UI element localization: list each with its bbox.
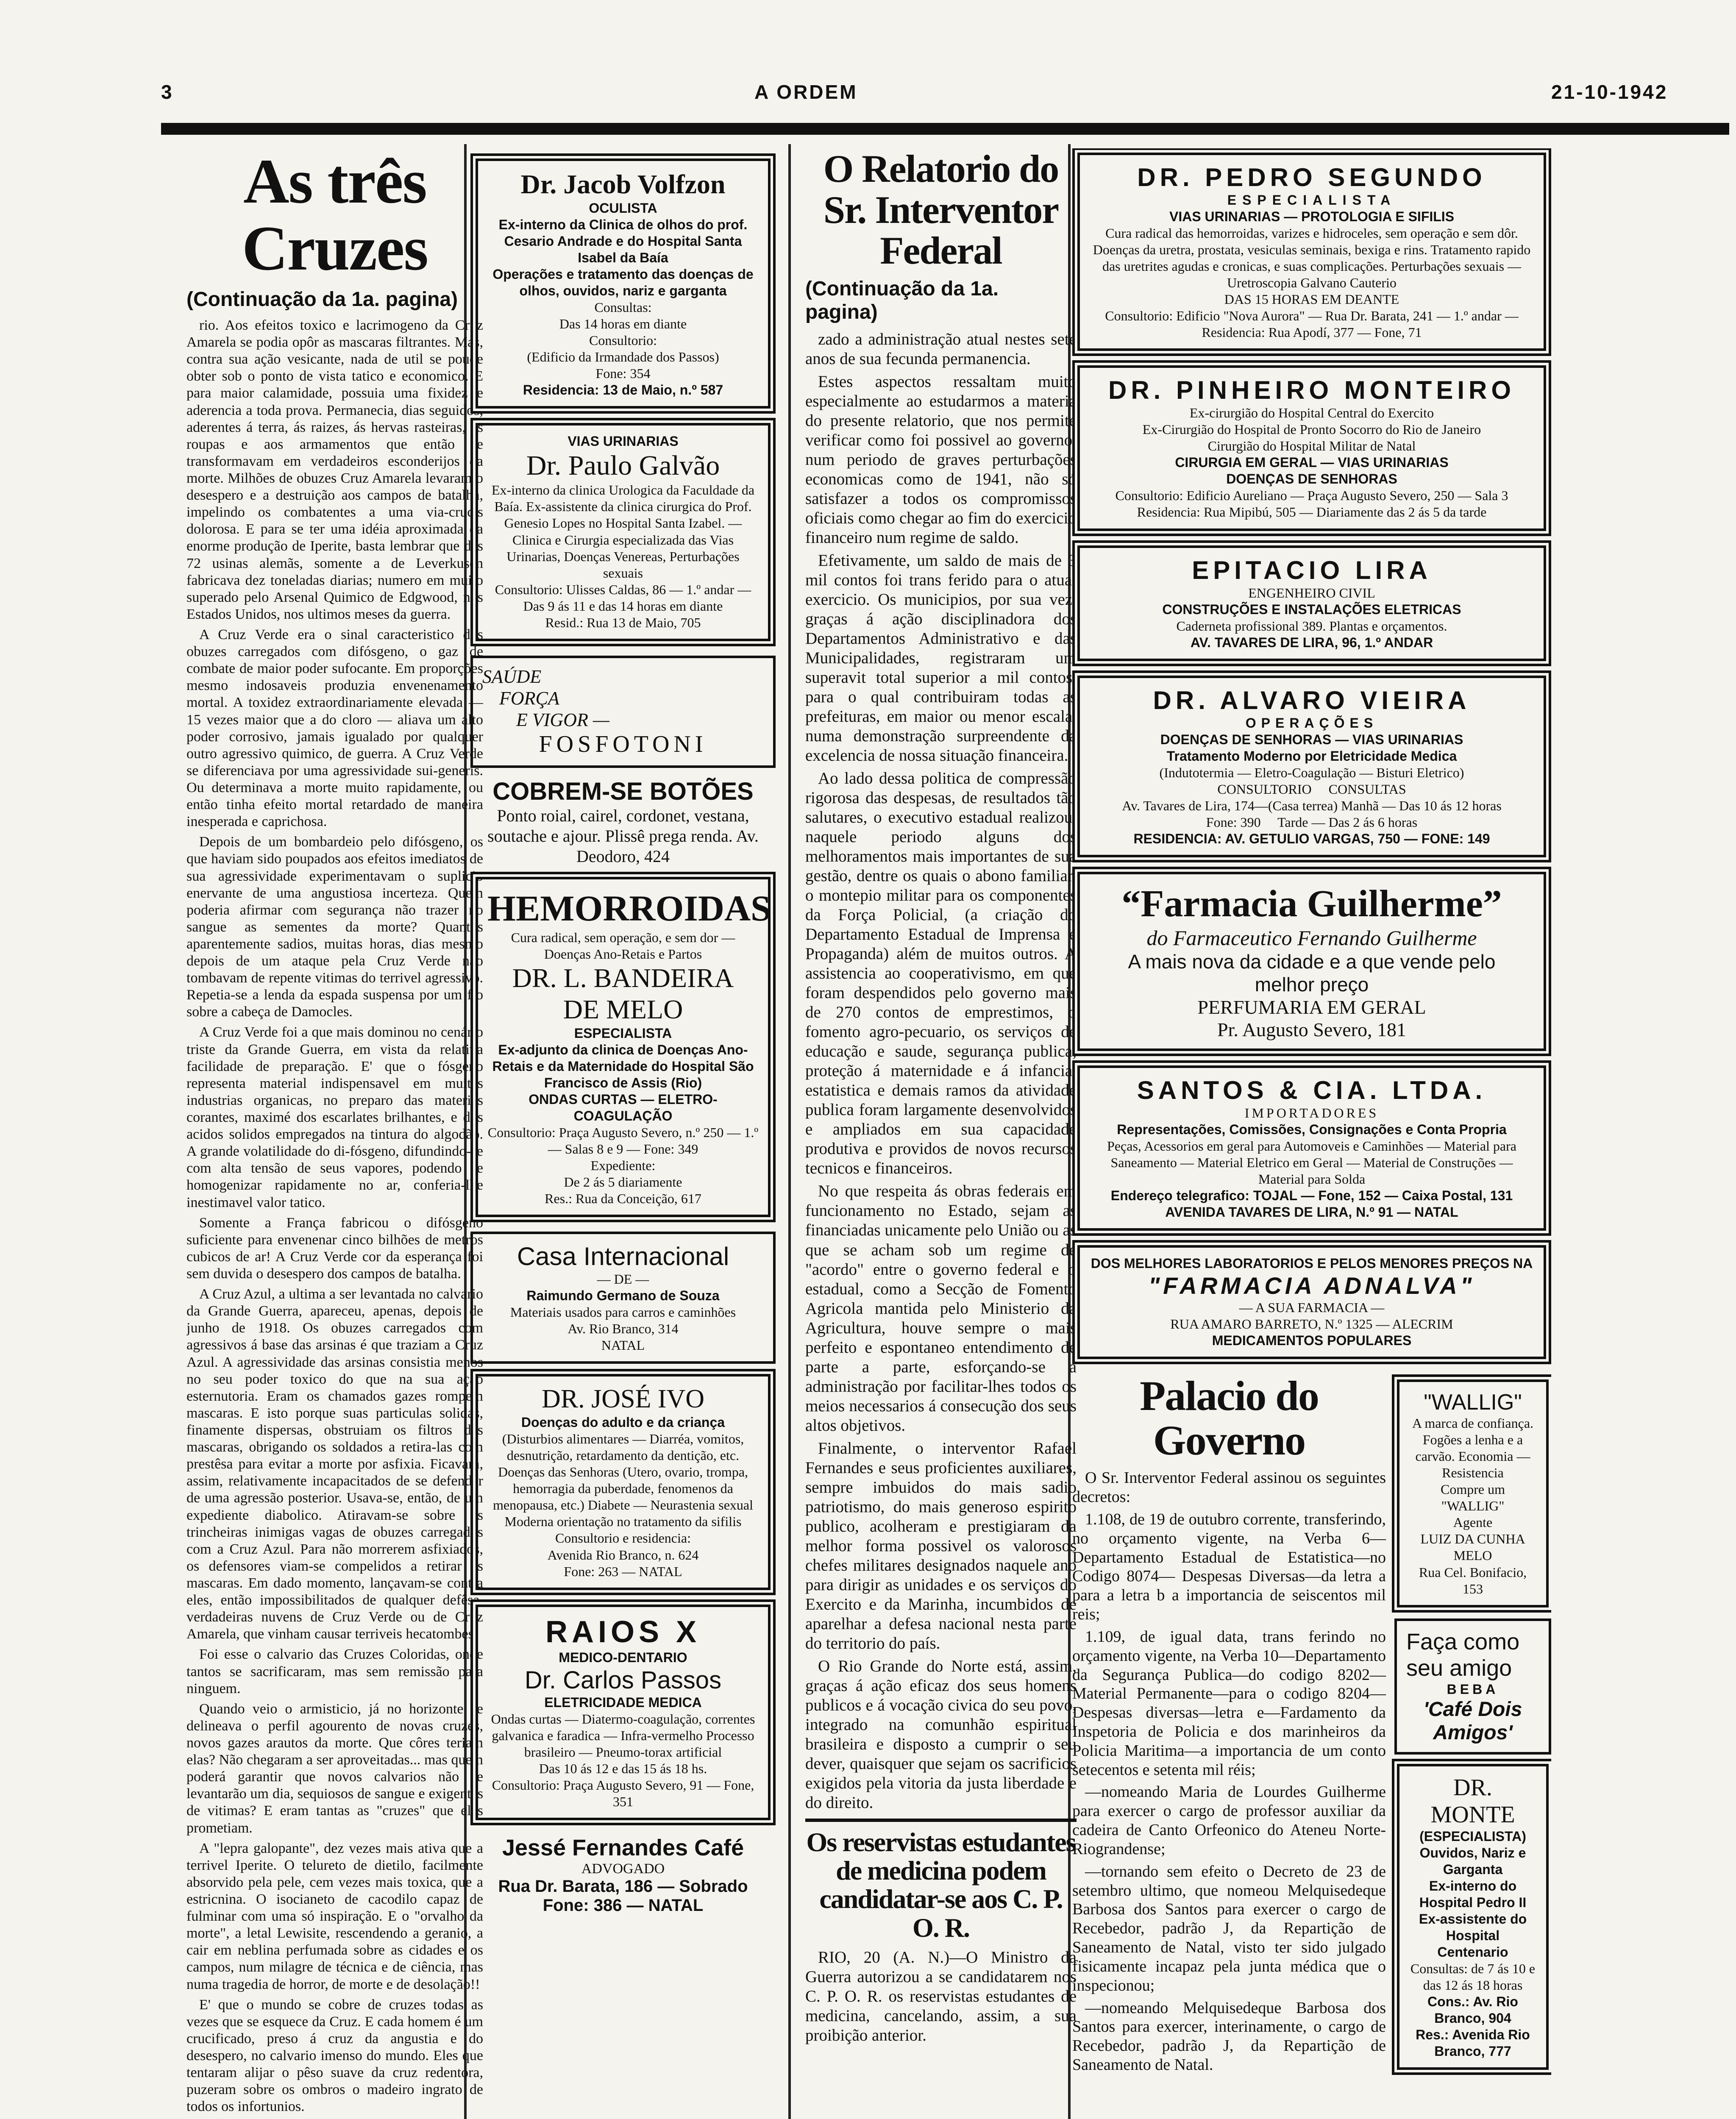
article-body	[186, 317, 483, 2115]
ad-line	[1089, 814, 1534, 831]
ad-jesse-fernandes-cafe	[470, 1835, 776, 1915]
ad-line: OCULISTA	[589, 200, 657, 216]
ad-title: 'Café Dois Amigos'	[1423, 1698, 1522, 1744]
ad-title: DE MELO	[563, 994, 683, 1024]
ad-raios-x	[476, 1605, 771, 1820]
ad-line: Doenças do adulto e da criança	[521, 1415, 725, 1430]
ad-title: Dr. Paulo Galvão	[526, 450, 720, 481]
ad-line: Ex-adjunto da clinica de Doenças Ano-Retais e da Maternidade do Hospital São Francisco de Assis (Rio)	[492, 1042, 754, 1090]
ad-line: Tratamento Moderno por Eletricidade Medica	[1166, 748, 1457, 764]
ad-title: DR. L. BANDEIRA	[512, 962, 734, 993]
ad-line: MEDICO-DENTARIO	[559, 1649, 687, 1665]
article-tres-cruzes	[186, 148, 483, 2119]
ad-dr-jose-ivo	[476, 1374, 771, 1590]
paragraph: No que respeita ás obras federais em funcionamento no Estado, sejam as financiadas unicamente pelo União ou as que se acham sob um regime de "acordo" entre o governo federal e o estadual, como a Secção de Fomento Agricola mantida pelo Ministerio da Agricultura, houve sempre o mais perfeito e espontaneo entendimento de parte a parte, esforçando-se a administração por facilitar-lhes todos os meios necessarios á consecução dos seus altos objetivos.	[805, 1182, 1077, 1435]
ad-line: VIAS URINARIAS	[568, 434, 679, 449]
ad-line: E VIGOR —	[516, 709, 609, 730]
ad-line: Consultorio e residencia:	[555, 1530, 691, 1546]
ad-line: — DE —	[597, 1271, 649, 1287]
ad-line: Cura radical das hemorroidas, varizes e hidroceles, sem operação e sem dôr. Doenças da uretra, prostata, vesiculas seminais, bexiga e rins. Tratamento rapido das uretrites agudas e cronicas, e suas complicações. Perturbações sexuais — Uretroscopia Galvano Cauterio	[1093, 225, 1531, 291]
ad-line: Raimundo Germano de Souza	[526, 1288, 720, 1304]
ad-line: (Indutotermia — Eletro-Coagulação — Bisturi Eletrico)	[1159, 765, 1464, 780]
ad-line: Res.: Avenida Rio Branco, 777	[1416, 2027, 1530, 2059]
article-headline: Palacio do Governo	[1140, 1372, 1319, 1464]
column-rule	[788, 144, 791, 2119]
paragraph: O Rio Grande do Norte está, assim, graças á ação eficaz dos seus homens publicos e á vocação civica do seu povo, integrado na comunhão espiritual brasileira e disposto a cumprir o seu dever, quaisquer que sejam os sacrificios exigidos pela vitoria da justa liberdade e do direito.	[805, 1657, 1077, 1812]
ad-line: Fone: 354	[595, 366, 651, 381]
ad-dr-jacob-volfzon	[476, 159, 771, 409]
newspaper-name: A ORDEM	[754, 81, 858, 103]
ad-line: Ponto roial, cairel, cordonet, vestana, soutache e ajour. Plissê prega renda. Av. Deodoro, 424	[487, 806, 759, 866]
ad-line: Expediente:	[590, 1158, 656, 1173]
ad-line: AVENIDA TAVARES DE LIRA, N.º 91 — NATAL	[1165, 1204, 1458, 1220]
ad-dr-pinheiro-monteiro	[1077, 365, 1546, 531]
ad-line-part: CONSULTORIO	[1217, 781, 1312, 797]
ad-line: CONSTRUÇÕES E INSTALAÇÕES ELETRICAS	[1162, 601, 1461, 617]
paragraph: zado a administração atual nestes sete anos de sua fecunda permanencia.	[805, 330, 1077, 368]
ad-line: Consultorio: Edificio "Nova Aurora" — Rua Dr. Barata, 241 — 1.º andar — Residencia: Rua Apodí, 377 — Fone, 71	[1105, 308, 1519, 340]
ad-title: Dr. Jacob Volfzon	[520, 169, 726, 199]
article-headline: As três Cruzes	[242, 148, 428, 284]
ad-line: Ondas curtas — Diatermo-coagulação, correntes galvanica e faradica — Infra-vermelho Processo brasileiro — Pneumo-torax artificial	[491, 1711, 755, 1760]
ad-line: De 2 ás 5 diariamente	[564, 1174, 682, 1190]
ad-line: ADVOGADO	[581, 1860, 665, 1877]
ad-line: OPERAÇÕES	[1245, 715, 1378, 731]
paragraph: —tornando sem efeito o Decreto de 23 de setembro ultimo, que nomeou Melquisedeque Barbosa dos Santos para exercer o cargo de Recebedor, padrão J, da Repartição de Saneamento de Natal, visto ter sido julgado fisicamente incapaz pela junta médica que o inspecionou;	[1072, 1862, 1386, 1994]
ad-line: Consultorio: Ulisses Caldas, 86 — 1.º andar — Das 9 ás 11 e das 14 horas em diante	[495, 581, 751, 614]
ad-line: Representações, Comissões, Consignações e Conta Propria	[1117, 1121, 1507, 1137]
ad-title: HEMORROIDAS	[487, 887, 771, 929]
ad-title: DR. JOSÉ IVO	[541, 1385, 705, 1414]
ad-line: ELETRICIDADE MEDICA	[544, 1694, 702, 1710]
ad-line: Consultas:	[594, 300, 652, 315]
page-header	[161, 76, 1729, 114]
ad-line: NATAL	[601, 1338, 645, 1353]
ad-title: DR. MONTE	[1430, 1774, 1515, 1828]
ad-line: Das 10 ás 12 e das 15 ás 18 hs.	[539, 1760, 707, 1776]
paragraph: Estes aspectos ressaltam muito especialmente ao estudarmos a materia do presente relatorio, que nos permite verificar como foi possivel ao governo, num periodo de graves perturbações economicas como de 1941, não só satisfazer a todos os compromissos oficiais como chegar ao fim do exercicio financeiro num regime de saldo.	[805, 372, 1077, 547]
paragraph: A "lepra galopante", dez vezes mais ativa que a terrivel Iperite. O telureto de dietilo, facilmente absorvido pela pele, cem vezes mais toxica, que a estricnina. O isocianeto de cacodilo capaz de fulminar com uma só inspiração. E o "orvalho da morte", a letal Lewisite, rescendendo a geranio, a cair em neblina perfumada sobre as cidades e os campos, num milagre de técnica e de ciência, mas numa tragedia de horror, de morte e de desolação!!	[186, 1840, 483, 1992]
paragraph: —nomeando Maria de Lourdes Guilherme para exercer o cargo de professor auxiliar da cadeira de Canto Orfeonico do Ateneu Norte-Riograndense;	[1072, 1783, 1386, 1858]
ad-line: Caderneta profissional 389. Plantas e orçamentos.	[1176, 618, 1447, 634]
ad-dr-monte	[1397, 1764, 1549, 2070]
article-headline-reservistas: Os reservistas estudantes de medicina podem candidatar-se aos C. P. O. R.	[806, 1827, 1076, 1943]
ad-line: A mais nova da cidade e a que vende pelo	[1128, 950, 1496, 973]
ad-line: do Farmaceutico Fernando Guilherme	[1146, 926, 1477, 950]
paragraph: 1.109, de igual data, trans ferindo no orçamento vigente, na Verba 10—Departamento da Segurança Publica—do codigo 8202—Material Permanente—para o codigo 8204—Despesas diversas—letra e—Fardamento da Inspetoria de Policia e dos marinheiros da Policia Maritima—a importancia de um conto setecentos e setenta mil réis;	[1072, 1627, 1386, 1779]
ad-fosfotoni	[470, 656, 776, 768]
paragraph: Somente a França fabricou o difósgeno suficiente para envenenar cinco bilhões de metros cubicos de ar! A Cruz Verde cor da esperança foi sem duvida o desespero dos campos de batalha.	[186, 1215, 483, 1282]
ad-line: SAÚDE	[482, 666, 542, 687]
ad-line: Moderna orientação no tratamento da sifilis	[504, 1514, 742, 1529]
ad-title: SANTOS & CIA. LTDA.	[1137, 1076, 1487, 1104]
paragraph: Quando veio o armisticio, já no horizonte se delineava o perfil agourento de novas cruzes, novos gazes arautos da morte. Que côres teriam elas? Não chegaram a ser aproveitadas... mas quem poderá garantir que novos calvarios não se levantarão um dia, sequiosos de sangue e exigentes de vitimas? E eram tantas as "cruzes" que eles prometiam.	[186, 1701, 483, 1836]
ad-line: Cura radical, sem operação, e sem dor — Doenças Ano-Retais e Partos	[511, 929, 735, 962]
paragraph: O Sr. Interventor Federal assinou os seguintes decretos:	[1072, 1469, 1386, 1506]
issue-date: 21-10-1942	[1551, 81, 1668, 103]
ad-cafe-dois-amigos	[1394, 1618, 1551, 1755]
ad-line: seu amigo	[1406, 1655, 1512, 1681]
article-body	[805, 1948, 1077, 2045]
ad-title: Jessé Fernandes Café	[502, 1835, 744, 1860]
ad-line-part: Manhã — Das 10 ás 12 horas	[1341, 798, 1502, 813]
ad-dr-alvaro-vieira	[1077, 676, 1546, 857]
ad-line: Consultorio:	[589, 333, 657, 348]
ad-line-part: Tarde — Das 2 ás 6 horas	[1277, 814, 1418, 830]
paragraph: Ao lado dessa politica de compressão rigorosa das despesas, de resultados tão salutares, o executivo estadual realizou, naquele periodo alguns dos melhoramentos mais importantes de sua gestão, dentre os quais o abono familiar, o montepio militar para os componentes da Força Policial, (a criação do Departamento Estadual de Imprensa e Propaganda) além de muitos outros. A assistencia ao cooperativismo, em que foram despendidos pelo governo mais de 270 contos de emprestimos, o fomento agro-pecuario, os serviços de educação e saude, segurança publica, proteção á maternidade e á infancia, estatistica e demais ramos da atividade publica foram largamente desenvolvidos e ampliados em sua capacidade produtiva e providos de novos recursos tecnicos e financeiros.	[805, 769, 1077, 1178]
ad-line: — A SUA FARMACIA —	[1239, 1300, 1385, 1315]
ad-line: CIRURGIA EM GERAL — VIAS URINARIAS	[1175, 455, 1449, 470]
ad-line: PERFUMARIA EM GERAL	[1197, 996, 1426, 1018]
ad-line	[1089, 798, 1534, 814]
ad-line: Consultorio: Praça Augusto Severo, 91 — Fone, 351	[492, 1777, 754, 1809]
article-palacio-do-governo	[1072, 1374, 1386, 2078]
ad-line: (Edificio da Irmandade dos Passos)	[527, 349, 719, 365]
ad-line: Fone: 386 — NATAL	[542, 1896, 704, 1915]
ad-line: LUIZ DA CUNHA MELO	[1420, 1531, 1525, 1563]
small-ads	[1394, 1374, 1551, 2078]
ad-title: "FARMACIA ADNALVA"	[1148, 1272, 1475, 1299]
ad-dr-paulo-galvao	[476, 423, 771, 641]
ad-line: ESPECIALISTA	[574, 1025, 672, 1041]
ad-line: ONDAS CURTAS — ELETRO-COAGULAÇÃO	[529, 1091, 718, 1123]
paragraph: rio. Aos efeitos toxico e lacrimogeno da Cruz Amarela se podia opôr as mascaras filtrantes. Mas, contra sua ação vesicante, nada de util se poude obter sob o ponto de vista tatico e economico. E para maior calamidade, possuia uma fixidez e aderencia a toda prova. Permanecia, dias seguidos, aderentes á terra, ás raizes, ás hervas rasteiras, ás roupas e aos armamentos que então se transformavam em verdadeiros esconderijos da morte. Milhões de obuzes Cruz Amarela levaram o desespero e a destruição aos campos de batalha, impelindo os combatentes a uma via-crucis dolorosa. E para se ter uma idéia aproximada da enorme produção de Iperite, basta lembrar que das 72 usinas alemãs, somente a de Leverkusen fabricava dez toneladas diarias; numero em muito superado pelo Arsenal Quimico de Edgwood, nos Estados Unidos, nos ultimos meses da guerra.	[186, 317, 483, 622]
ad-line: Residencia: Rua Mipibú, 505 — Diariamente das 2 ás 5 da tarde	[1137, 504, 1487, 520]
ad-line: Resid.: Rua 13 de Maio, 705	[545, 615, 701, 630]
ad-line: Rua Dr. Barata, 186 — Sobrado	[498, 1877, 748, 1896]
ad-line-part: Fone: 390	[1206, 814, 1261, 830]
ad-line: DOS MELHORES LABORATORIOS E PELOS MENORES PREÇOS NA	[1091, 1256, 1533, 1271]
ad-line: Ex-interno do Hospital Pedro II Ex-assistente do Hospital Centenario	[1419, 1878, 1527, 1960]
ad-title: DR. PINHEIRO MONTEIRO	[1108, 376, 1516, 405]
ad-line: Endereço telegrafico: TOJAL — Fone, 152 — Caixa Postal, 131	[1110, 1188, 1513, 1204]
article-body	[1072, 1468, 1386, 2075]
ad-wallig	[1397, 1379, 1549, 1607]
bottom-right-block	[1072, 1374, 1551, 2078]
continuation-note: (Continuação da 1a. pagina)	[805, 277, 999, 323]
ad-dr-pedro-segundo	[1077, 153, 1546, 351]
paragraph: E' que o mundo se cobre de cruzes todas as vezes que se esquece da Cruz. E cada homem é um crucificado, preso á cruz da angustia e do desespero, no calvario imenso do mundo. Eles que tentaram alijar o pêso suave da cruz redentora, puzeram sobre os ombros o madeiro ingrato de todos os infortunios.	[186, 1997, 483, 2115]
ad-line: Avenida Rio Branco, n. 624	[547, 1547, 699, 1563]
ad-line: Cirurgião do Hospital Militar de Natal	[1207, 438, 1416, 454]
ad-line: Consultorio: Edificio Aureliano — Praça Augusto Severo, 250 — Sala 3	[1115, 488, 1508, 503]
section-rule	[805, 1819, 1077, 1822]
ad-line: DOENÇAS DE SENHORAS — VIAS URINARIAS	[1160, 731, 1463, 747]
ad-title: Casa Internacional	[517, 1242, 729, 1271]
ad-line: Ex-interno da clinica Urologica da Faculdade da Baía. Ex-assistente da clinica cirurgica do Prof. Genesio Lopes no Hospital Santa Izabel. — Clinica e Cirurgia especializada das Vias Urinarias, Doenças Venereas, Perturbações sexuais	[491, 482, 755, 581]
ad-line: ENGENHEIRO CIVIL	[1248, 585, 1375, 601]
ad-line: melhor preço	[1255, 973, 1369, 996]
ad-line: Av. Rio Branco, 314	[568, 1321, 679, 1337]
ad-line: Rua Cel. Bonifacio, 153	[1419, 1564, 1527, 1596]
paragraph: 1.108, de 19 de outubro corrente, transferindo, no orçamento vigente, na Verba 6— Departamento Estadual de Estatistica—no Codigo 8074— Despesas Diversas—da letra a para a letra b a importancia de seiscentos mil reis;	[1072, 1510, 1386, 1624]
ad-line: Peças, Acessorios em geral para Automoveis e Caminhões — Material para Saneamento — Material Eletrico em Geral — Material de Construções — Material para Solda	[1107, 1138, 1516, 1187]
ad-farmacia-adnalva	[1077, 1245, 1546, 1359]
ad-line: FORÇA	[499, 687, 559, 709]
paragraph: A Cruz Verde era o sinal caracteristico dos obuzes carregados com difósgeno, o gaz de combate de maior poder sufocante. Em proporções mesmo indosaveis produzia envenenamento mortal. A toxidez extraordinariamente elevada — 15 vezes maior que a do cloro — aliava um alto poder corrosivo, jamais igualado por qualquer outro agressivo quimico, de guerra. A Cruz Verde se diferenciava por uma agressividade sui-generis. Ou determinava a morte muito rapidamente, ou então tinha efeito mortal retardado de maneira inesperada e caprichosa.	[186, 626, 483, 830]
ad-line: Ouvidos, Nariz e Garganta	[1419, 1845, 1526, 1877]
ad-line: Faça como	[1406, 1629, 1520, 1655]
ad-line: DAS 15 HORAS EM DEANTE	[1224, 292, 1399, 307]
ad-line: RUA AMARO BARRETO, N.º 1325 — ALECRIM	[1170, 1316, 1453, 1332]
ad-line: Materiais usados para carros e caminhões	[510, 1304, 736, 1320]
ad-line: Ex-Cirurgião do Hospital de Pronto Socorro do Rio de Janeiro	[1142, 422, 1481, 437]
ad-line: Pr. Augusto Severo, 181	[1217, 1018, 1406, 1040]
ad-title: "WALLIG"	[1424, 1390, 1522, 1415]
ad-hemorroidas	[476, 877, 771, 1217]
ad-title: “Farmacia Guilherme”	[1121, 882, 1502, 925]
ad-cobrem-se-botoes	[470, 777, 776, 867]
ad-title: DR. PEDRO SEGUNDO	[1137, 163, 1486, 192]
paragraph: Depois de um bombardeio pelo difósgeno, os que haviam sido poupados aos efeitos imediatos de sua agressividade experimentavam o suplicio enervante de uma angustiosa incerteza. Quem poderia afirmar com segurança não trazer no sangue as sementes da morte? Quantos aparentemente sadios, muitas horas, dias mesmo depois de um ataque pela Cruz Verde não tombavam de repente vitimas do terrivel agressivo. Repetia-se a lenda da espada suspensa por um fio sobre a cabeça de Damocles.	[186, 834, 483, 1020]
ad-line: A marca de confiança. Fogões a lenha e a carvão. Economia — Resistencia	[1412, 1415, 1534, 1481]
ad-line	[1089, 781, 1534, 798]
ad-title: RAIOS X	[545, 1615, 701, 1649]
ad-line: (Disturbios alimentares — Diarréa, vomitos, desnutrição, retardamento da dentição, etc. Doenças das Senhoras (Utero, ovario, trompa, hemorragia da puberdade, fenomenos da menopausa, etc.) Diabete — Neurastenia sexual	[493, 1431, 753, 1513]
ads-column-left	[470, 148, 776, 2119]
ad-line: Residencia: 13 de Maio, n.º 587	[523, 382, 723, 398]
ad-title: DR. ALVARO VIEIRA	[1153, 686, 1471, 715]
ad-line: Ex-cirurgião do Hospital Central do Exercito	[1189, 405, 1434, 421]
paragraph: Efetivamente, um saldo de mais de 3 mil contos foi trans ferido para o atual exercicio. Os municipios, por sua vez, graças á ação disciplinadora dos Departamentos Administrativo e das Municipalidades, registraram um superavit total superior a mil contos, para o qual contribuiram todas as prefeituras, em maior ou menor escala, numa demonstração surpreendente da excelencia de nossa situação financeira.	[805, 551, 1077, 765]
page-number: 3	[161, 81, 174, 103]
ad-line: Consultorio: Praça Augusto Severo, n.º 250 — 1.º — Salas 8 e 9 — Fone: 349	[487, 1124, 759, 1157]
ad-title: COBREM-SE BOTÕES	[492, 777, 754, 805]
ad-line: Operações e tratamento das doenças de olhos, ouvidos, nariz e garganta	[492, 267, 754, 299]
ad-line: Das 14 horas em diante	[559, 316, 687, 332]
paragraph: A Cruz Azul, a ultima a ser levantada no calvario da Grande Guerra, apareceu, apenas, depois de junho de 1918. Os obuzes carregados com agressivos á base das arsinas é que traziam a Cruz Azul. A agressividade das arsinas consistia menos no seu poder toxico do que na sua ação esternutoria. Eram os chamados gazes rompem mascaras. E isto porque suas particulas solidas, finamente dispersas, obstruiam os filtros das mascaras, obrigando os soldados a retira-las com prestêsa para evitar a morte por asfixia. Ficavam, assim, relativamente incapacitados de se defender de uma agressão posterior. Usava-se, então, de um expediente diabolico. Atiravam-se sobre as trincheiras inimigas vagas de obuzes carregados com a Cruz Azul. Para não morrerem asfixiados, os defensores viam-se compelidos a retirar as mascaras. Em dado momento, lançavam-se contra eles, então impossibilitados de qualquer defêsa, verdadeiras nuvens de Cruz Verde ou de Cruz Amarela, que vinham causar terriveis hecatombes.	[186, 1286, 483, 1642]
ad-epitacio-lira	[1077, 545, 1546, 661]
article-body	[805, 330, 1077, 1813]
paragraph: Finalmente, o interventor Rafael Fernandes e seus proficientes auxiliares, sempre imbuidos do mais sadio patriotismo, do mais generoso espirito publico, acolheram e prestigiaram da melhor forma possivel os valorosos chefes militares designados naquele ano para dirigir as unidades e os serviços do Exercito e da Marinha, incumbidos de aparelhar a defesa nacional nesta parte do territorio do país.	[805, 1439, 1077, 1652]
article-relatorio-interventor	[805, 148, 1077, 2119]
ad-line: IMPORTADORES	[1244, 1105, 1379, 1121]
ad-line: Fone: 263 — NATAL	[564, 1563, 682, 1579]
ad-line: ESPECIALISTA	[1227, 192, 1397, 208]
ad-line: BEBA	[1447, 1681, 1499, 1697]
ad-line: Compre um "WALLIG"	[1441, 1482, 1505, 1514]
ads-column-right	[1072, 148, 1551, 2119]
ad-title: FOSFOTONI	[539, 731, 707, 757]
ad-title: EPITACIO LIRA	[1192, 556, 1432, 584]
ad-farmacia-guilherme	[1077, 872, 1546, 1051]
ad-line: Consultas: de 7 ás 10 e das 12 ás 18 horas	[1410, 1960, 1536, 1993]
ad-line: MEDICAMENTOS POPULARES	[1212, 1333, 1412, 1349]
ad-line-part: CONSULTAS	[1328, 781, 1406, 797]
ad-title: Dr. Carlos Passos	[524, 1666, 722, 1694]
ad-line: Res.: Rua da Conceição, 617	[545, 1191, 701, 1207]
article-headline: O Relatorio do Sr. Interventor Federal	[823, 148, 1059, 273]
ad-line: (ESPECIALISTA)	[1419, 1828, 1526, 1844]
ad-line: VIAS URINARIAS — PROTOLOGIA E SIFILIS	[1169, 209, 1455, 225]
ad-line: Agente	[1453, 1515, 1493, 1530]
ad-santos-cia	[1077, 1065, 1546, 1231]
ad-line: Ex-interno da Clinica de olhos do prof. Cesario Andrade e do Hospital Santa Isabel da Baía	[498, 217, 748, 266]
header-rule	[161, 123, 1729, 135]
ad-line: RESIDENCIA: AV. GETULIO VARGAS, 750 — FONE: 149	[1133, 831, 1490, 846]
paragraph: —nomeando Melquisedeque Barbosa dos Santos para exercer, interinamente, o cargo de Recebedor, padrão J, da Repartição de Saneamento de Natal.	[1072, 1999, 1386, 2074]
ad-line: AV. TAVARES DE LIRA, 96, 1.º ANDAR	[1190, 634, 1433, 650]
continuation-note: (Continuação da 1a. pagina)	[186, 288, 458, 311]
paragraph: A Cruz Verde foi a que mais dominou no cenário triste da Grande Guerra, em vista da relativa facilidade de preparação. E' que o fósgeno representa material indispensavel em muitas industrias organicas, no preparo das materias corantes, maximé dos escarlates brilhantes, e dos acidos solidos empregados na tintura do algodão. A grande volatilidade do di-fósgeno, difundindo-se com alta tensão de seus vapores, podendo se homogenizar rapidamente no ar, conferia-lhe inestimavel valor tatico.	[186, 1024, 483, 1210]
ad-casa-internacional	[470, 1232, 776, 1364]
ad-line-part: Av. Tavares de Lira, 174—(Casa terrea)	[1122, 798, 1338, 813]
paragraph: RIO, 20 (A. N.)—O Ministro da Guerra autorizou a se candidatarem nos C. P. O. R. os reservistas estudantes de medicina, cancelando, assim, a sua proibição anterior.	[805, 1948, 1077, 2044]
ad-line: Cons.: Av. Rio Branco, 904	[1427, 1994, 1518, 2026]
ad-line: DOENÇAS DE SENHORAS	[1226, 471, 1397, 487]
paragraph: Foi esse o calvario das Cruzes Coloridas, onde tantos se sacrificaram, mas sem remissão para ninguem.	[186, 1646, 483, 1696]
